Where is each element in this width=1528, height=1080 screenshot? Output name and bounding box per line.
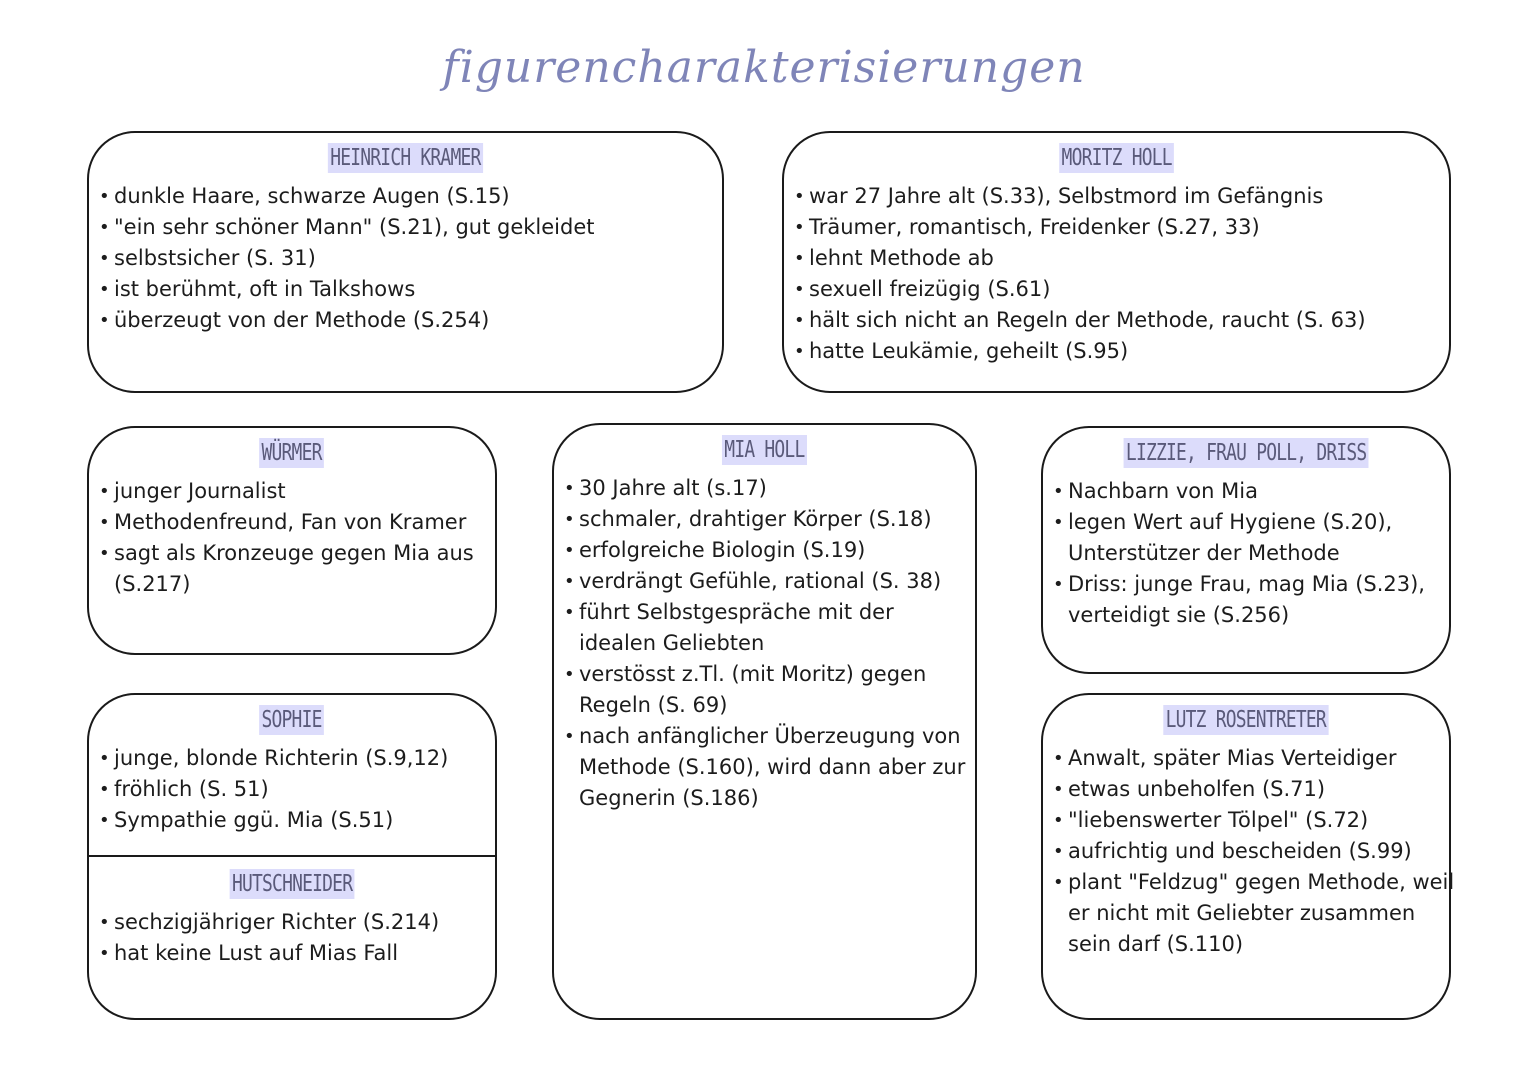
bullet-item: • 30 Jahre alt (s.17) bbox=[564, 473, 963, 504]
bullet-item-line: • verstösst z.Tl. (mit Moritz) gegen bbox=[579, 662, 927, 686]
section-mia-holl bbox=[554, 435, 975, 814]
bullet-item: • fröhlich (S. 51) bbox=[99, 774, 483, 805]
card-divider bbox=[89, 855, 495, 857]
bullet-item bbox=[564, 659, 963, 721]
bullet-list bbox=[89, 743, 495, 836]
bullet-item-line: Methode (S.160), wird dann aber zur bbox=[579, 755, 966, 779]
bullet-item: • hält sich nicht an Regeln der Methode, raucht (S. 63) bbox=[794, 305, 1437, 336]
card-heading-wrap bbox=[1043, 438, 1449, 474]
bullet-item bbox=[564, 597, 963, 659]
card-heading-wrap bbox=[89, 869, 495, 905]
card-heading: MIA HOLL bbox=[722, 435, 807, 465]
bullet-item bbox=[1053, 507, 1437, 569]
card-heading: LUTZ ROSENTRETER bbox=[1163, 705, 1328, 735]
bullet-item: • überzeugt von der Methode (S.254) bbox=[99, 305, 710, 336]
bullet-item-line: • Driss: junge Frau, mag Mia (S.23), bbox=[1068, 572, 1425, 596]
bullet-item: • sexuell freizügig (S.61) bbox=[794, 274, 1437, 305]
bullet-item: • ist berühmt, oft in Talkshows bbox=[99, 274, 710, 305]
bullet-list bbox=[1043, 743, 1455, 960]
bullet-item: • aufrichtig und bescheiden (S.99) bbox=[1053, 836, 1437, 867]
bullet-item-line: • nach anfänglicher Überzeugung von bbox=[579, 724, 961, 748]
bullet-item bbox=[1053, 867, 1455, 960]
card-heading: MORITZ HOLL bbox=[1059, 143, 1174, 173]
bullet-item: • verdrängt Gefühle, rational (S. 38) bbox=[564, 566, 963, 597]
bullet-item-line: verteidigt sie (S.256) bbox=[1068, 603, 1290, 627]
bullet-item: • Methodenfreund, Fan von Kramer bbox=[99, 507, 483, 538]
card-heading-wrap bbox=[89, 143, 722, 179]
bullet-list bbox=[784, 181, 1449, 367]
bullet-item: • etwas unbeholfen (S.71) bbox=[1053, 774, 1437, 805]
bullet-item-line: • sagt als Kronzeuge gegen Mia aus bbox=[114, 541, 474, 565]
bullet-item-line: Unterstützer der Methode bbox=[1068, 541, 1340, 565]
bullet-item-line: er nicht mit Geliebter zusammen bbox=[1068, 901, 1416, 925]
bullet-list bbox=[89, 476, 495, 600]
bullet-item: • hatte Leukämie, geheilt (S.95) bbox=[794, 336, 1437, 367]
bullet-item: • selbstsicher (S. 31) bbox=[99, 243, 710, 274]
card-heading: HUTSCHNEIDER bbox=[230, 869, 355, 899]
card-heading: LIZZIE, FRAU POLL, DRISS bbox=[1123, 438, 1368, 468]
bullet-list bbox=[89, 907, 495, 969]
section-lutz-rosentreter bbox=[1043, 705, 1455, 960]
bullet-item: • war 27 Jahre alt (S.33), Selbstmord im Gefängnis bbox=[794, 181, 1437, 212]
bullet-item: • sechzigjähriger Richter (S.214) bbox=[99, 907, 483, 938]
card-heading: SOPHIE bbox=[260, 705, 325, 735]
card-moritz-holl bbox=[782, 131, 1451, 393]
bullet-item-line: sein darf (S.110) bbox=[1068, 932, 1244, 956]
bullet-list bbox=[1043, 476, 1449, 631]
bullet-item: • Nachbarn von Mia bbox=[1053, 476, 1437, 507]
bullet-item-line: • führt Selbstgespräche mit der bbox=[579, 600, 894, 624]
card-sophie-hutschneider bbox=[87, 693, 497, 1020]
bullet-item-line: idealen Geliebten bbox=[579, 631, 765, 655]
section-sophie bbox=[89, 705, 495, 836]
card-heading-wrap bbox=[1043, 705, 1449, 741]
card-mia-holl bbox=[552, 423, 977, 1020]
bullet-item: • junge, blonde Richterin (S.9,12) bbox=[99, 743, 483, 774]
bullet-item-line: (S.217) bbox=[114, 572, 191, 596]
page-title: figurencharakterisierungen bbox=[442, 42, 1086, 93]
card-heading-wrap bbox=[554, 435, 975, 471]
card-heading: WÜRMER bbox=[260, 438, 325, 468]
bullet-item bbox=[1053, 569, 1437, 631]
card-wuermer bbox=[87, 426, 497, 655]
section-moritz-holl bbox=[784, 143, 1449, 367]
bullet-item-line: Gegnerin (S.186) bbox=[579, 786, 759, 810]
bullet-item: • erfolgreiche Biologin (S.19) bbox=[564, 535, 963, 566]
card-heading-wrap bbox=[89, 705, 495, 741]
bullet-item bbox=[564, 721, 966, 814]
card-lutz-rosentreter bbox=[1041, 693, 1455, 1020]
bullet-item-line: Regeln (S. 69) bbox=[579, 693, 728, 717]
bullet-item: • lehnt Methode ab bbox=[794, 243, 1437, 274]
card-heading-wrap bbox=[89, 438, 495, 474]
bullet-item: • "liebenswerter Tölpel" (S.72) bbox=[1053, 805, 1437, 836]
bullet-item: • junger Journalist bbox=[99, 476, 483, 507]
section-hutschneider bbox=[89, 859, 495, 969]
bullet-item: • hat keine Lust auf Mias Fall bbox=[99, 938, 483, 969]
bullet-item: • Träumer, romantisch, Freidenker (S.27, 33) bbox=[794, 212, 1437, 243]
bullet-item: • Sympathie ggü. Mia (S.51) bbox=[99, 805, 483, 836]
section-wuermer bbox=[89, 438, 495, 600]
bullet-item-line: • plant "Feldzug" gegen Methode, weil bbox=[1068, 870, 1455, 894]
bullet-item bbox=[99, 538, 483, 600]
bullet-item: • Anwalt, später Mias Verteidiger bbox=[1053, 743, 1437, 774]
bullet-list bbox=[554, 473, 975, 814]
bullet-item: • dunkle Haare, schwarze Augen (S.15) bbox=[99, 181, 710, 212]
section-lizzie-frau-poll-driss bbox=[1043, 438, 1449, 631]
section-heinrich-kramer bbox=[89, 143, 722, 336]
card-heading-wrap bbox=[784, 143, 1449, 179]
card-lizzie-frau-poll-driss bbox=[1041, 426, 1451, 674]
bullet-item-line: • legen Wert auf Hygiene (S.20), bbox=[1068, 510, 1393, 534]
card-heinrich-kramer bbox=[87, 131, 724, 393]
card-heading: HEINRICH KRAMER bbox=[328, 143, 483, 173]
bullet-item: • schmaler, drahtiger Körper (S.18) bbox=[564, 504, 963, 535]
bullet-list bbox=[89, 181, 722, 336]
bullet-item: • "ein sehr schöner Mann" (S.21), gut gekleidet bbox=[99, 212, 710, 243]
